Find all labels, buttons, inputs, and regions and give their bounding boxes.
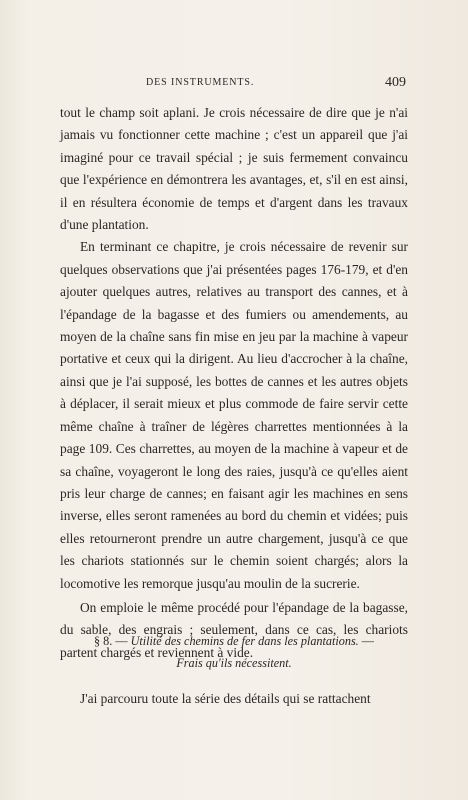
body-text [60, 102, 408, 664]
paragraph-chaine-transport: En terminant ce chapitre, je crois nécessaire de revenir sur quelques observations que j'ai présentées pages 176-179, et d'en ajouter quelques autres, relatives au transport des cannes, et à l'épandage de la bagasse et des fumiers ou amendements, au moyen de la chaîne sans fin mise en jeu par la machine à vapeur portative et ceux qui la dirigent. Au lieu d'accrocher à la chaîne, ainsi que je l'ai supposé, les bottes de cannes et les autres objets à déplacer, il serait mieux et plus commode de faire servir cette même chaîne à traîner de légères charrettes mentionnées à la page 109. Ces charrettes, au moyen de la machine à vapeur et de sa chaîne, voyageront le long des raies, jusqu'à ce qu'elles aient pris leur charge de cannes; en faisant agir les machines en sens inverse, elles seront ramenées au bord du chemin et vidées; puis elles retourneront prendre un autre chargement, jusqu'à ce que les chariots stationnés sur le chemin soient chargés; alors la locomotive les remorque jusqu'au moulin de la sucrerie. [60, 239, 408, 591]
running-head [60, 77, 406, 93]
paragraph-epandage: On emploie le même procédé pour l'épandage de la bagasse, du sable, des engrais ; seulement, dans ce cas, les chariots partent chargés et reviennent à vide. [60, 599, 408, 660]
section-number: § 8. — [94, 634, 128, 648]
section-dash: — [361, 634, 374, 648]
section-subtitle: Frais qu'ils nécessitent. [176, 656, 292, 670]
section-heading-line-1 [60, 630, 408, 652]
section-title: Utilité des chemins de fer dans les plantations. [130, 634, 359, 648]
section-heading-line-2 [60, 652, 408, 674]
running-title: DES INSTRUMENTS. [146, 77, 255, 88]
section-heading [60, 630, 408, 674]
paragraph-section-opening: J'ai parcouru toute la série des détails qui se rattachent [80, 691, 371, 707]
paragraph-continuation: tout le champ soit aplani. Je crois nécessaire de dire que je n'ai jamais vu fonctionner cette machine ; c'est un appareil que j'ai imaginé pour ce travail spécial ; je suis fermement convaincu que l'expérience en démontrera les avantages, et, s'il en est ainsi, il en résultera économie de temps et d'argent dans les travaux d'une plantation. [60, 105, 408, 233]
page-number: 409 [385, 75, 406, 90]
